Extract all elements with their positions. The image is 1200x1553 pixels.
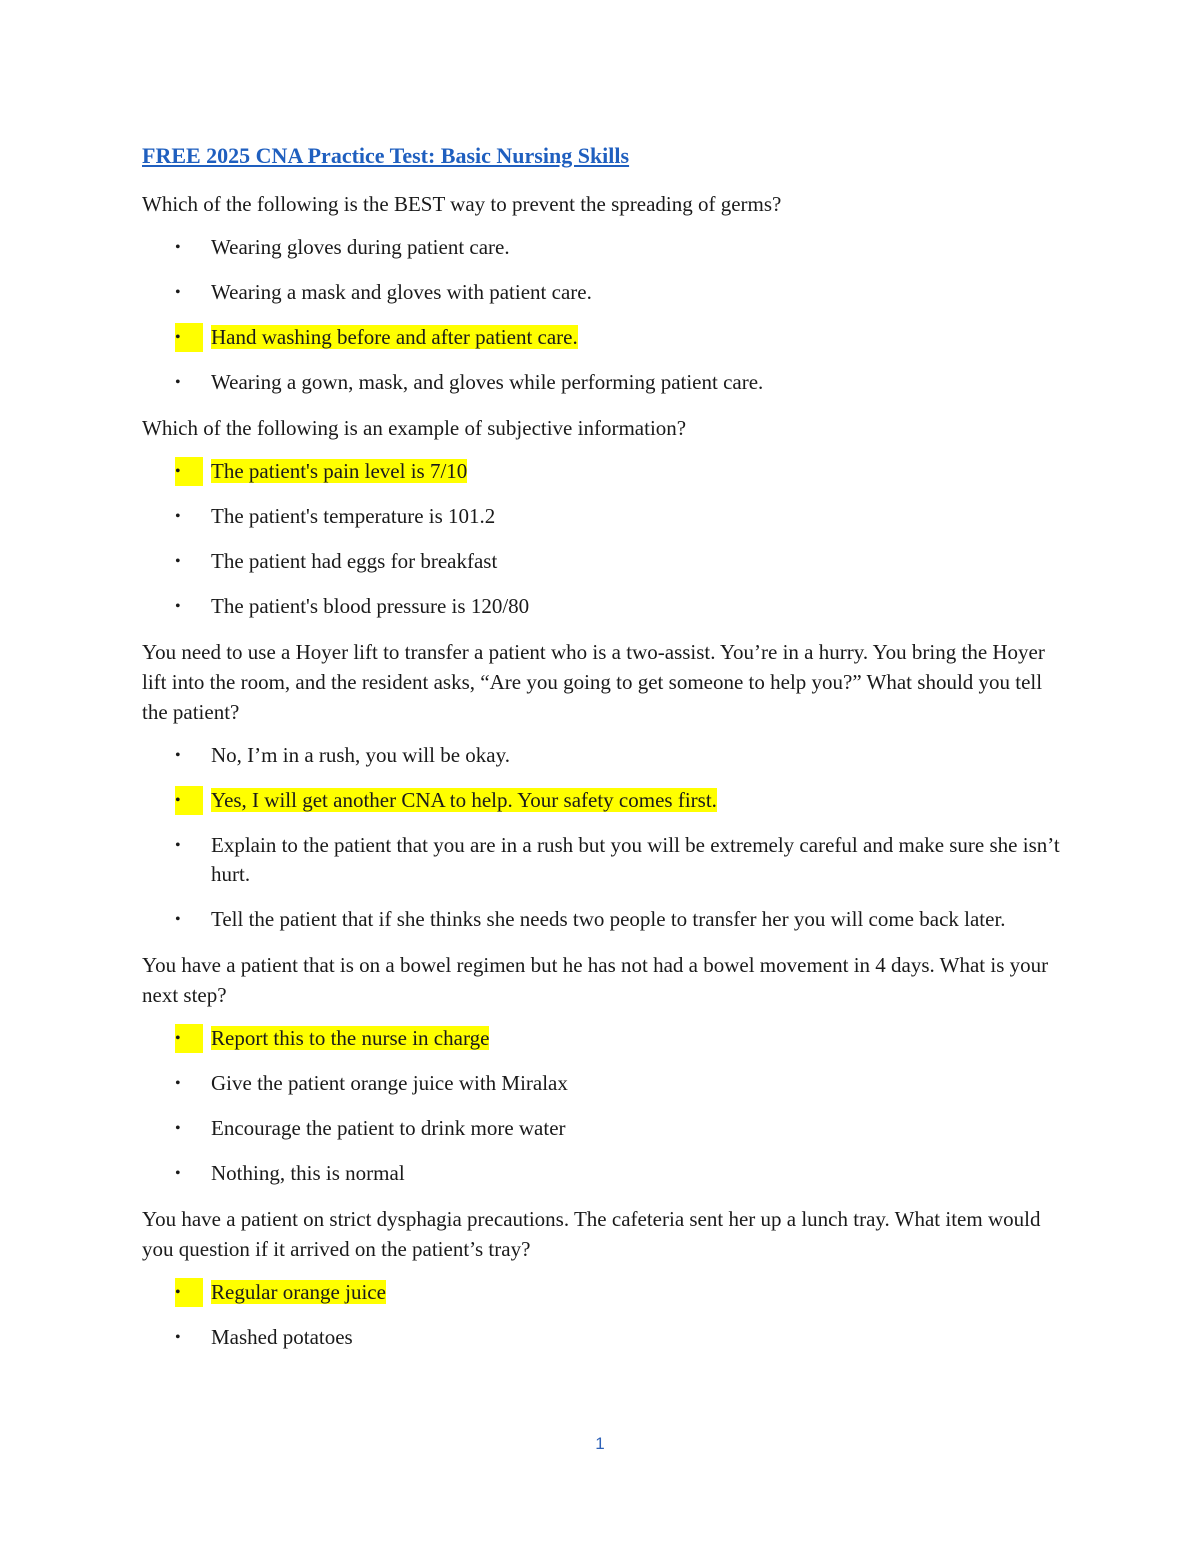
answer-option	[142, 592, 1062, 621]
bullet-icon: •	[175, 1278, 203, 1307]
bullet-icon: •	[175, 553, 181, 570]
question-text: You need to use a Hoyer lift to transfer a patient who is a two-assist. You’re in a hurry. You bring the Hoyer lift into the room, and the resident asks, “Are you going to get someone to help you?” What should you tell the patient?	[142, 640, 1045, 724]
page-number: 1	[595, 1434, 605, 1453]
answer-option-text: Hand washing before and after patient care.	[211, 325, 578, 349]
answer-option-text: Wearing gloves during patient care.	[211, 235, 510, 259]
answer-option	[142, 1159, 1062, 1188]
bullet-icon: •	[175, 747, 181, 764]
bullet-icon: •	[175, 1024, 203, 1053]
question-text: You have a patient on strict dysphagia precautions. The cafeteria sent her up a lunch tray. What item would you question if it arrived on the patient’s tray?	[142, 1207, 1041, 1261]
answer-options-list	[142, 1024, 1062, 1188]
question-list	[142, 189, 1062, 1352]
answer-option-text: Wearing a gown, mask, and gloves while performing patient care.	[211, 370, 764, 394]
bullet-icon: •	[175, 284, 181, 301]
answer-option-correct	[142, 323, 1062, 352]
bullet-icon: •	[175, 508, 181, 525]
bullet-icon: •	[175, 323, 203, 352]
document-content	[142, 140, 1062, 1368]
bullet-icon: •	[175, 598, 181, 615]
answer-option-text: No, I’m in a rush, you will be okay.	[211, 743, 511, 767]
answer-option-text: The patient's blood pressure is 120/80	[211, 594, 530, 618]
answer-options-list	[142, 1278, 1062, 1352]
answer-option-text: Tell the patient that if she thinks she needs two people to transfer her you will come back later.	[211, 907, 1006, 931]
answer-option-text: The patient had eggs for breakfast	[211, 549, 498, 573]
answer-option	[142, 233, 1062, 262]
answer-option	[142, 1069, 1062, 1098]
bullet-icon: •	[175, 1165, 181, 1182]
bullet-icon: •	[175, 1329, 181, 1346]
document-title-link[interactable]: FREE 2025 CNA Practice Test: Basic Nursing Skills	[142, 143, 630, 168]
answer-option-text: Give the patient orange juice with Miralax	[211, 1071, 568, 1095]
answer-option	[142, 905, 1062, 934]
answer-option	[142, 547, 1062, 576]
answer-option	[142, 368, 1062, 397]
answer-option-correct	[142, 457, 1062, 486]
answer-option	[142, 741, 1062, 770]
answer-option	[142, 831, 1062, 889]
bullet-icon: •	[175, 911, 181, 928]
answer-option-correct	[142, 1024, 1062, 1053]
question-text: You have a patient that is on a bowel regimen but he has not had a bowel movement in 4 days. What is your next step?	[142, 953, 1049, 1007]
bullet-icon: •	[175, 1120, 181, 1137]
answer-option-text: Mashed potatoes	[211, 1325, 353, 1349]
bullet-icon: •	[175, 1075, 181, 1092]
answer-option-text: Regular orange juice	[211, 1280, 386, 1304]
answer-option	[142, 278, 1062, 307]
answer-option	[142, 1114, 1062, 1143]
bullet-icon: •	[175, 374, 181, 391]
answer-option-text: The patient's pain level is 7/10	[211, 459, 468, 483]
answer-option-text: Encourage the patient to drink more water	[211, 1116, 566, 1140]
answer-option-text: Wearing a mask and gloves with patient care.	[211, 280, 592, 304]
answer-option	[142, 1323, 1062, 1352]
answer-options-list	[142, 457, 1062, 621]
answer-options-list	[142, 233, 1062, 397]
answer-option-text: Yes, I will get another CNA to help. Your safety comes first.	[211, 788, 717, 812]
answer-option-correct	[142, 1278, 1062, 1307]
answer-option-text: Explain to the patient that you are in a rush but you will be extremely careful and make sure she isn’t hurt.	[211, 833, 1060, 886]
answer-option-text: The patient's temperature is 101.2	[211, 504, 496, 528]
question-text: Which of the following is the BEST way to prevent the spreading of germs?	[142, 192, 782, 216]
bullet-icon: •	[175, 457, 203, 486]
bullet-icon: •	[175, 837, 181, 854]
answer-option	[142, 502, 1062, 531]
question-text: Which of the following is an example of subjective information?	[142, 416, 687, 440]
answer-option-text: Nothing, this is normal	[211, 1161, 405, 1185]
answer-option-correct	[142, 786, 1062, 815]
bullet-icon: •	[175, 239, 181, 256]
answer-option-text: Report this to the nurse in charge	[211, 1026, 490, 1050]
answer-options-list	[142, 741, 1062, 934]
bullet-icon: •	[175, 786, 203, 815]
